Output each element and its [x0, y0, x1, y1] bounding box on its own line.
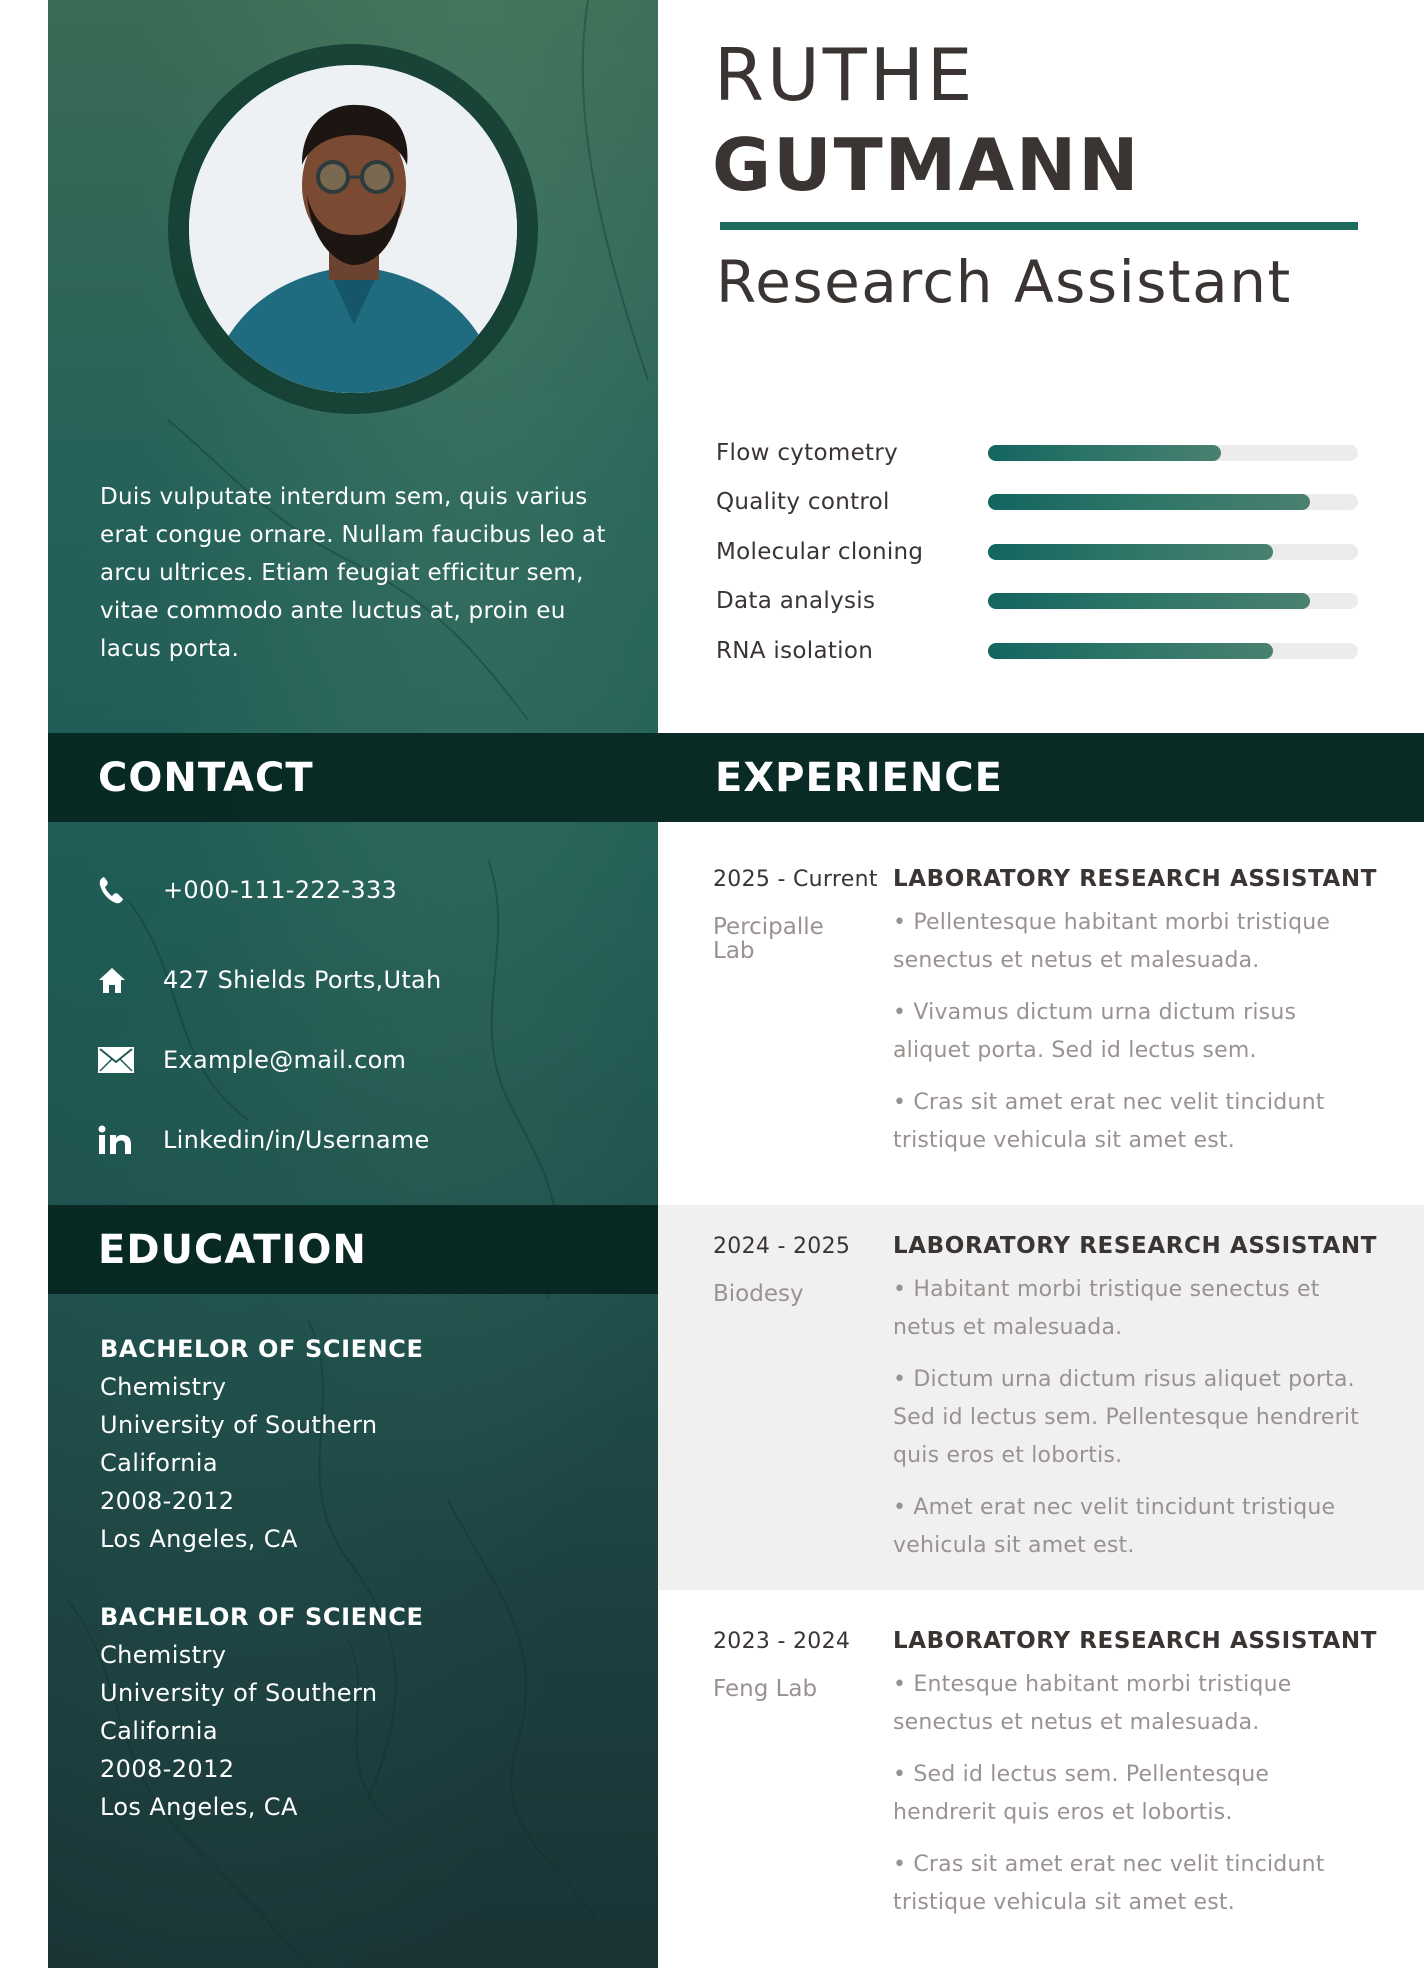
skill-bar-fill	[988, 544, 1273, 560]
skill-label: Quality control	[716, 489, 890, 516]
exp-bullet: • Entesque habitant morbi tristique senectus et netus et malesuada.	[893, 1672, 1292, 1735]
job-title: Research Assistant	[716, 248, 1292, 316]
education-entry	[100, 1598, 424, 1826]
exp-bullets	[893, 904, 1363, 1174]
education-entry	[100, 1330, 424, 1558]
experience-section-header	[658, 733, 1424, 822]
contact-list	[98, 860, 442, 1180]
exp-role: LABORATORY RESEARCH ASSISTANT	[893, 866, 1378, 892]
profile-photo	[189, 65, 517, 393]
person-portrait-icon	[189, 65, 517, 393]
phone-icon	[98, 873, 138, 907]
skill-row	[716, 428, 1358, 478]
contact-email[interactable]	[98, 1020, 442, 1100]
experience-entry	[658, 1590, 1424, 1968]
education-heading: EDUCATION	[98, 1226, 367, 1273]
exp-role: LABORATORY RESEARCH ASSISTANT	[893, 1233, 1378, 1259]
experience-entry	[658, 1205, 1424, 1590]
skill-label: Flow cytometry	[716, 439, 899, 466]
skill-bar-fill	[988, 445, 1221, 461]
edu-location: Los Angeles, CA	[100, 1793, 298, 1821]
exp-bullet: • Dictum urna dictum risus aliquet porta. Sed id lectus sem. Pellentesque hendrerit quis eros et lobortis.	[893, 1367, 1359, 1468]
email-text: Example@mail.com	[163, 1046, 407, 1074]
skill-row	[716, 626, 1358, 676]
skill-bar-fill	[988, 593, 1310, 609]
edu-years: 2008-2012	[100, 1487, 235, 1515]
edu-field: Chemistry	[100, 1641, 227, 1669]
skill-bar-track	[988, 544, 1358, 560]
exp-role: LABORATORY RESEARCH ASSISTANT	[893, 1628, 1378, 1654]
home-icon	[98, 963, 138, 997]
edu-years: 2008-2012	[100, 1755, 235, 1783]
exp-bullet: • Cras sit amet erat nec velit tincidunt tristique vehicula sit amet est.	[893, 1090, 1325, 1153]
edu-field: Chemistry	[100, 1373, 227, 1401]
exp-organization: Feng Lab	[713, 1676, 818, 1702]
skill-label: Molecular cloning	[716, 538, 924, 565]
edu-school-cont: California	[100, 1717, 218, 1745]
exp-organization: Percipalle Lab	[713, 914, 824, 964]
address-text: 427 Shields Ports,Utah	[163, 966, 442, 994]
exp-bullets	[893, 1666, 1363, 1936]
exp-organization: Biodesy	[713, 1281, 804, 1307]
exp-bullet: • Amet erat nec velit tincidunt tristique vehicula sit amet est.	[893, 1495, 1336, 1558]
exp-bullet: • Pellentesque habitant morbi tristique senectus et netus et malesuada.	[893, 910, 1331, 973]
edu-location: Los Angeles, CA	[100, 1525, 298, 1553]
linkedin-icon	[98, 1123, 138, 1157]
skill-row	[716, 527, 1358, 577]
exp-bullet: • Sed id lectus sem. Pellentesque hendrerit quis eros et lobortis.	[893, 1762, 1270, 1825]
skill-bar-track	[988, 445, 1358, 461]
education-section-header	[48, 1205, 658, 1294]
edu-school-cont: California	[100, 1449, 218, 1477]
skill-bar-fill	[988, 643, 1273, 659]
contact-section-header	[48, 733, 658, 822]
edu-degree: BACHELOR OF SCIENCE	[100, 1335, 424, 1363]
skill-bar-fill	[988, 494, 1310, 510]
exp-dates: 2025 - Current	[713, 867, 878, 892]
skill-bar-track	[988, 494, 1358, 510]
contact-address	[98, 940, 442, 1020]
last-name: GUTMANN	[712, 123, 1141, 207]
contact-linkedin[interactable]	[98, 1100, 442, 1180]
edu-school: University of Southern	[100, 1411, 378, 1439]
exp-dates: 2023 - 2024	[713, 1629, 851, 1654]
skill-label: Data analysis	[716, 588, 876, 615]
exp-bullets	[893, 1271, 1363, 1579]
skill-row	[716, 577, 1358, 627]
experience-entry	[658, 822, 1424, 1205]
name-divider	[720, 222, 1358, 230]
contact-phone[interactable]	[98, 860, 442, 920]
skill-bar-track	[988, 643, 1358, 659]
edu-degree: BACHELOR OF SCIENCE	[100, 1603, 424, 1631]
skill-row	[716, 478, 1358, 528]
exp-dates: 2024 - 2025	[713, 1234, 851, 1259]
linkedin-text: Linkedin/in/Username	[163, 1126, 430, 1154]
phone-number: +000-111-222-333	[163, 876, 398, 904]
mail-icon	[98, 1043, 138, 1077]
skill-label: RNA isolation	[716, 637, 874, 664]
exp-bullet: • Cras sit amet erat nec velit tincidunt tristique vehicula sit amet est.	[893, 1852, 1325, 1915]
first-name: RUTHE	[714, 33, 976, 117]
experience-heading: EXPERIENCE	[715, 754, 1003, 801]
sidebar	[48, 0, 658, 1968]
skill-bar-track	[988, 593, 1358, 609]
edu-school: University of Southern	[100, 1679, 378, 1707]
profile-summary: Duis vulputate interdum sem, quis varius erat congue ornare. Nullam faucibus leo at arcu ultrices. Etiam feugiat efficitur sem, vitae commodo ante luctus at, proin eu lacus porta.	[100, 484, 606, 662]
contact-heading: CONTACT	[98, 754, 314, 801]
exp-bullet: • Habitant morbi tristique senectus et netus et malesuada.	[893, 1277, 1320, 1340]
skills-list	[716, 428, 1358, 676]
exp-bullet: • Vivamus dictum urna dictum risus aliquet porta. Sed id lectus sem.	[893, 1000, 1297, 1063]
